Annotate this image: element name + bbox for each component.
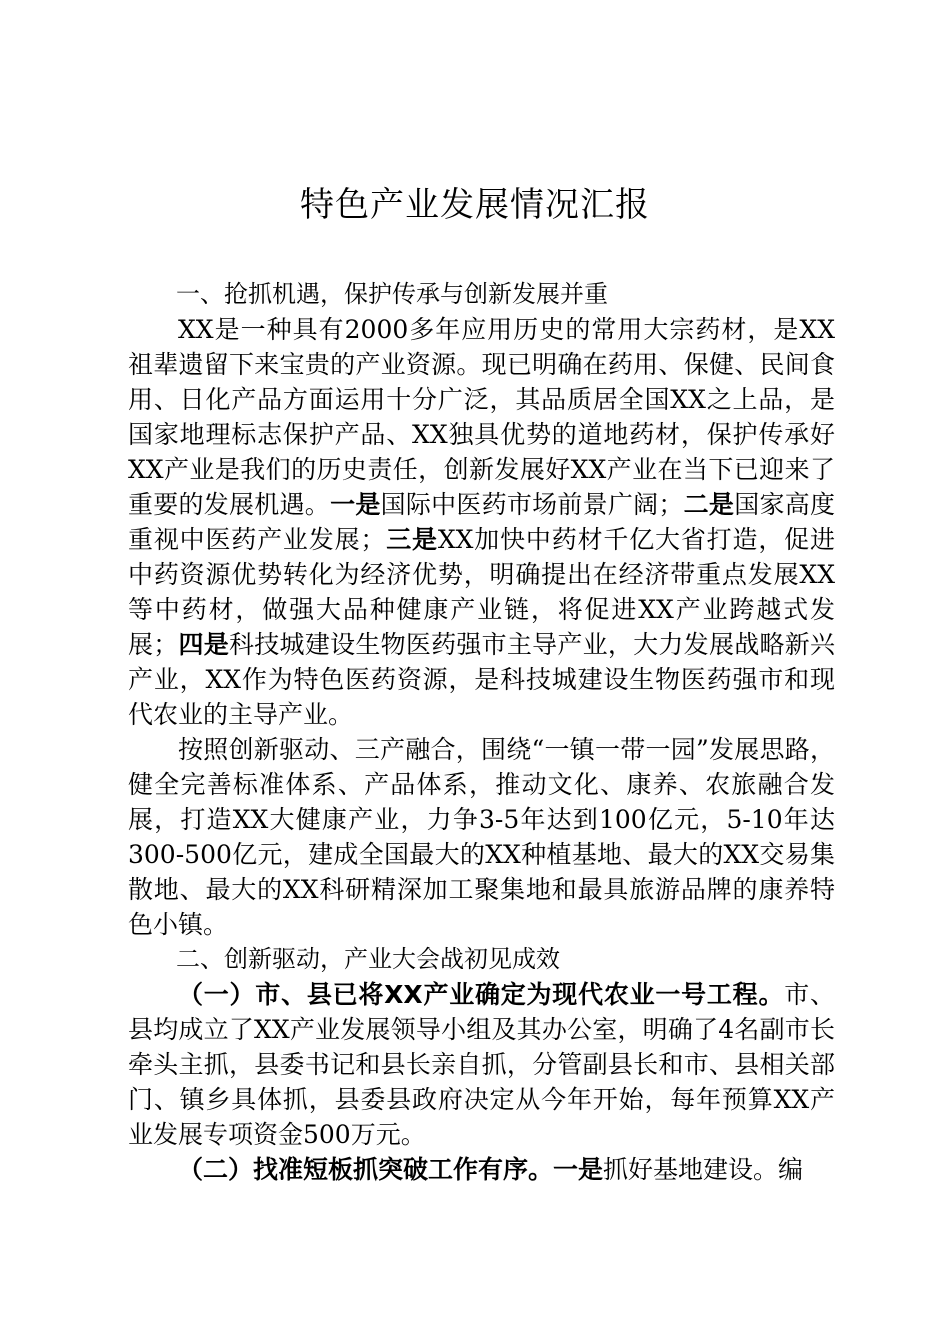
section-1-paragraph-1 bbox=[128, 312, 835, 732]
paragraph-text: XX加快中药材千亿大省打造，促进中药资源优势转化为经济优势，明确提出在经济带重点发展XX等中药材，做强大品种健康产业链，将促进XX产业跨越式发展； bbox=[128, 525, 835, 659]
section-2-heading: 二、创新驱动，产业大会战初见成效 bbox=[176, 945, 560, 973]
paragraph-text: 科技城建设生物医药强市主导产业，大力发展战略新兴产业，XX作为特色医药资源，是科技城建设生物医药强市和现代农业的主导产业。 bbox=[128, 630, 835, 729]
section-2-paragraph-2 bbox=[128, 1152, 835, 1187]
emphasis-first: 一是 bbox=[330, 490, 381, 519]
document-body bbox=[128, 277, 835, 1187]
subsection-1-heading: （一）市、县已将XX产业确定为现代农业一号工程。 bbox=[178, 980, 785, 1009]
paragraph-text: 国际中医药市场前景广阔； bbox=[380, 490, 684, 519]
paragraph-text: 国家高度重视中医药产业发展； bbox=[128, 490, 835, 554]
section-1-paragraph-2: 按照创新驱动、三产融合，围绕“一镇一带一园”发展思路，健全完善标准体系、产品体系，推动文化、康养、农旅融合发展，打造XX大健康产业，力争3-5年达到100亿元，5-10年达300-500亿元，建成全国最大的XX种植基地、最大的XX交易集散地、最大的XX科研精深加工聚集地和最具旅游品牌的康养特色小镇。 bbox=[128, 735, 835, 939]
emphasis-third: 三是 bbox=[385, 525, 438, 554]
section-2-paragraph-1 bbox=[128, 977, 835, 1152]
paragraph-text: 市、县均成立了XX产业发展领导小组及其办公室，明确了4名副市长牵头主抓，县委书记和县长亲自抓，分管副县长和市、县相关部门、镇乡具体抓，县委县政府决定从今年开始，每年预算XX产业发展专项资金500万元。 bbox=[128, 980, 835, 1149]
document-title: 特色产业发展情况汇报 bbox=[300, 185, 650, 225]
emphasis-second: 二是 bbox=[683, 490, 735, 519]
emphasis-fourth: 四是 bbox=[178, 630, 230, 659]
paragraph-text: XX是一种具有2000多年应用历史的常用大宗药材，是XX祖辈遗留下来宝贵的产业资源。现已明确在药用、保健、民间食用、日化产品方面运用十分广泛，其品质居全国XX之上品，是国家地理标志保护产品、XX独具优势的道地药材，保护传承好XX产业是我们的历史责任，创新发展好XX产业在当下已迎来了重要的发展机遇。 bbox=[128, 315, 835, 519]
subsection-2-heading: （二）找准短板抓突破工作有序。 bbox=[178, 1155, 554, 1184]
section-1-heading: 一、抢抓机遇，保护传承与创新发展并重 bbox=[176, 280, 608, 308]
emphasis-first: 一是 bbox=[553, 1155, 604, 1184]
paragraph-text: 抓好基地建设。编 bbox=[603, 1155, 804, 1184]
